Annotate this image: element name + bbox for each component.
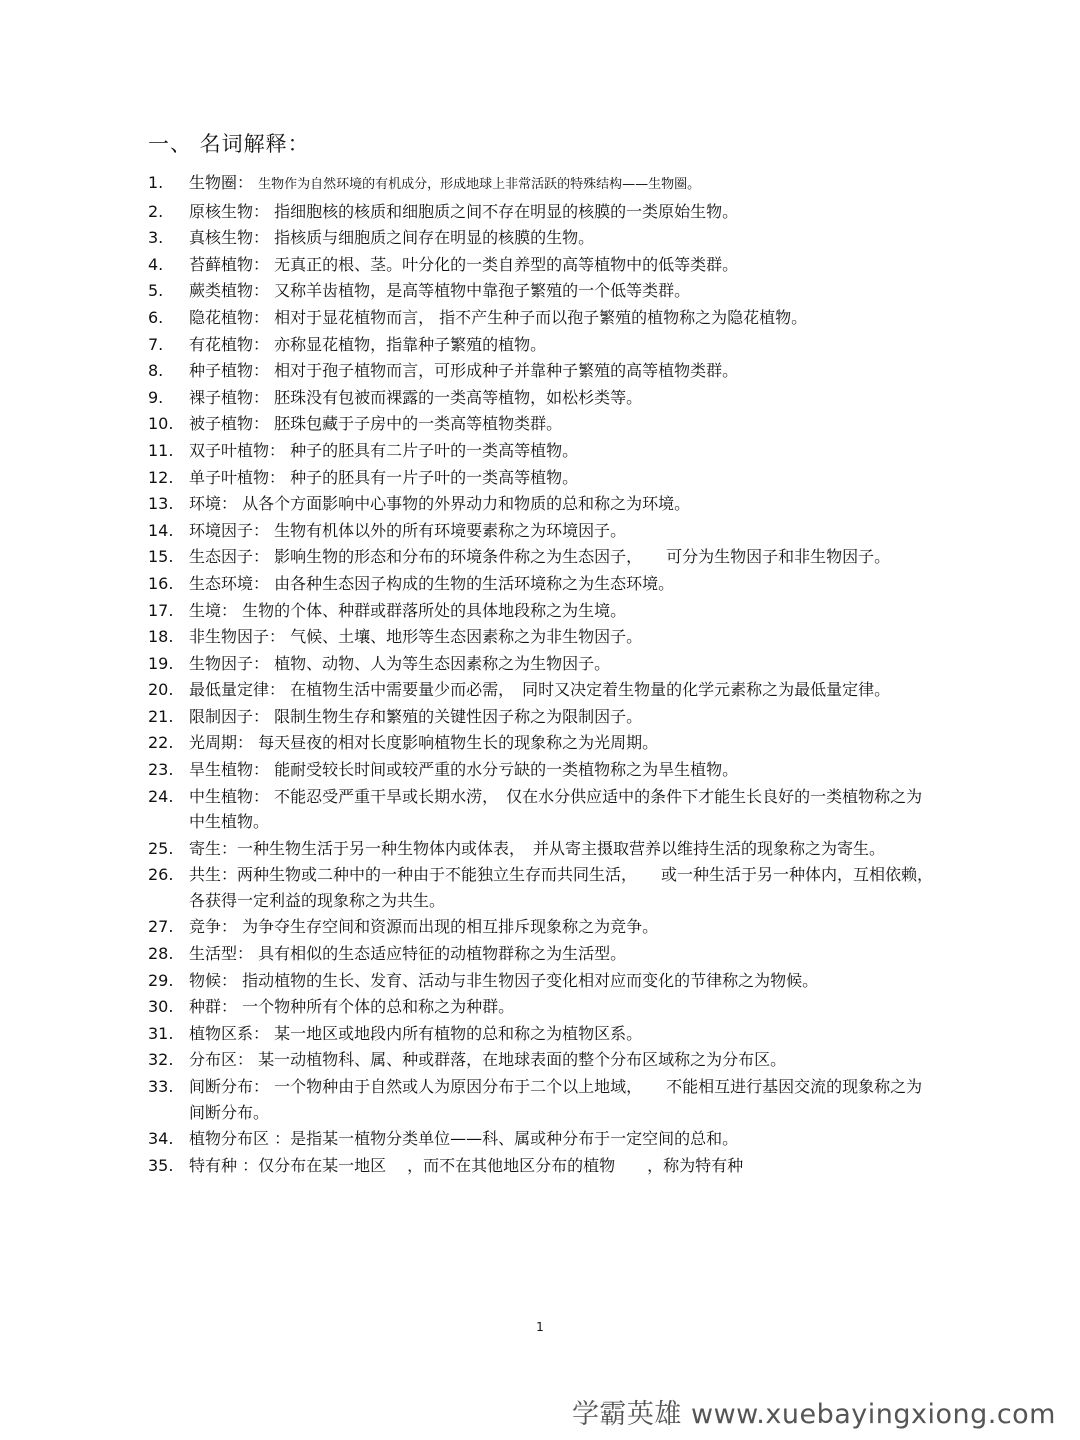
item-number: 27.: [148, 917, 174, 937]
list-item: [148, 170, 938, 198]
item-body: [189, 544, 938, 570]
item-term: 植物分布区: [189, 1129, 275, 1149]
item-definition: 气候、土壤、地形等生态因素称之为非生物因子。: [290, 627, 643, 647]
item-body: [189, 941, 938, 967]
item-term: 生态环境：: [189, 573, 275, 593]
list-item: [148, 278, 938, 304]
item-body: [189, 968, 938, 994]
item-body: [189, 278, 938, 304]
list-item: [148, 332, 938, 358]
item-definition: 具有相似的生态适应特征的动植物群称之为生活型。: [258, 944, 627, 964]
list-item: [148, 1074, 938, 1125]
item-number: 11.: [148, 440, 174, 460]
item-body: [189, 1126, 938, 1152]
item-definition: 由各种生态因子构成的生物的生活环境称之为生态环境。: [274, 573, 675, 593]
item-term: 共生：: [189, 865, 238, 885]
item-term: 生活型：: [189, 944, 259, 964]
item-number: 23.: [148, 760, 174, 780]
list-item: [148, 305, 938, 331]
item-term: 生态因子：: [189, 547, 275, 567]
item-definition: 为争夺生存空间和资源而出现的相互排斥现象称之为竞争。: [242, 917, 659, 937]
list-item: [148, 252, 938, 278]
item-term: 非生物因子：: [189, 627, 291, 647]
item-term: 生物因子：: [189, 653, 275, 673]
item-number: 14.: [148, 520, 174, 540]
item-term: 有花植物：: [189, 334, 275, 354]
item-term: 种群：: [189, 997, 243, 1017]
list-item: [148, 836, 938, 862]
item-body: [189, 651, 938, 677]
item-definition: 种子的胚具有一片子叶的一类高等植物。: [290, 467, 579, 487]
item-term: 植物区系：: [189, 1023, 275, 1043]
item-definition: 在植物生活中需要量少而必需， 同时又决定着生物量的化学元素称之为最低量定律。: [290, 680, 891, 700]
item-definition: 胚珠包藏于子房中的一类高等植物类群。: [274, 414, 563, 434]
item-definition: 生物的个体、种群或群落所处的具体地段称之为生境。: [242, 600, 627, 620]
item-definition: 一种生物生活于另一种生物体内或体表， 并从寄主摄取营养以维持生活的现象称之为寄生。: [237, 838, 886, 858]
item-number: 25.: [148, 838, 174, 858]
list-item: [148, 994, 938, 1020]
item-term: 单子叶植物：: [189, 467, 291, 487]
item-term: 寄生：: [189, 838, 238, 858]
item-number: 34.: [148, 1129, 174, 1149]
item-body: [189, 677, 938, 703]
item-number: 35.: [148, 1155, 174, 1175]
item-term: 双子叶植物：: [189, 440, 291, 460]
list-item: [148, 598, 938, 624]
item-number: 7.: [148, 334, 164, 354]
item-definition: 植物、动物、人为等生态因素称之为生物因子。: [274, 653, 611, 673]
item-definition: 相对于孢子植物而言，可形成种子并靠种子繁殖的高等植物类群。: [274, 361, 739, 381]
list-item: [148, 225, 938, 251]
item-number: 18.: [148, 627, 174, 647]
item-term: 真核生物：: [189, 228, 275, 248]
item-body: [189, 757, 938, 783]
list-item: [148, 1153, 938, 1179]
item-definition: 指核质与细胞质之间存在明显的核膜的生物。: [274, 228, 595, 248]
definition-list: [148, 170, 938, 1179]
item-definition: 限制生物生存和繁殖的关键性因子称之为限制因子。: [274, 706, 643, 726]
list-item: [148, 914, 938, 940]
item-body: [189, 784, 938, 835]
list-item: [148, 199, 938, 225]
item-definition: 从各个方面影响中心事物的外界动力和物质的总和称之为环境。: [242, 494, 691, 514]
item-body: [189, 332, 938, 358]
item-term: 裸子植物：: [189, 387, 275, 407]
item-term: 隐花植物：: [189, 307, 275, 327]
item-body: [189, 1047, 938, 1073]
item-definition: 不能忍受严重干旱或长期水涝， 仅在水分供应适中的条件下才能生长良好的一类植物称之为中生植物。: [189, 786, 923, 832]
item-definition: 一个物种由于自然或人为原因分布于二个以上地域， 不能相互进行基因交流的现象称之为间断分布。: [189, 1077, 923, 1122]
item-definition: 能耐受较长时间或较严重的水分亏缺的一类植物称之为旱生植物。: [274, 760, 739, 780]
list-item: [148, 544, 938, 570]
list-item: [148, 1126, 938, 1152]
item-body: [189, 862, 938, 913]
list-item: [148, 757, 938, 783]
item-number: 6.: [148, 307, 164, 327]
list-item: [148, 1021, 938, 1047]
item-number: 26.: [148, 865, 174, 885]
list-item: [148, 730, 938, 756]
item-definition: 又称羊齿植物，是高等植物中靠孢子繁殖的一个低等类群。: [274, 281, 691, 301]
item-term: 分布区：: [189, 1050, 259, 1070]
item-term: 环境因子：: [189, 520, 275, 540]
list-item: [148, 518, 938, 544]
item-term: 旱生植物：: [189, 760, 275, 780]
item-term: 间断分布：: [189, 1077, 275, 1096]
item-term: 限制因子：: [189, 706, 275, 726]
item-body: [189, 518, 938, 544]
item-number: 30.: [148, 997, 174, 1017]
list-item: [148, 941, 938, 967]
list-item: [148, 704, 938, 730]
list-item: [148, 491, 938, 517]
item-term: 环境：: [189, 494, 243, 514]
item-number: 19.: [148, 653, 174, 673]
item-definition: 一个物种所有个体的总和称之为种群。: [242, 997, 515, 1017]
item-number: 10.: [148, 414, 174, 434]
item-body: [189, 438, 938, 464]
item-body: [189, 170, 938, 198]
list-item: [148, 438, 938, 464]
item-body: [189, 1021, 938, 1047]
item-term: 苔藓植物：: [189, 254, 275, 274]
item-number: 21.: [148, 706, 174, 726]
item-term: 原核生物：: [189, 201, 275, 221]
item-definition: 影响生物的形态和分布的环境条件称之为生态因子， 可分为生物因子和非生物因子。: [274, 547, 891, 567]
item-number: 4.: [148, 254, 164, 274]
list-item: [148, 784, 938, 835]
list-item: [148, 677, 938, 703]
item-number: 32.: [148, 1050, 174, 1070]
item-body: [189, 199, 938, 225]
item-number: 16.: [148, 573, 174, 593]
item-number: 2.: [148, 201, 164, 221]
item-term: 生物圈：: [189, 173, 259, 192]
item-body: [189, 994, 938, 1020]
item-definition: 两种生物或二种中的一种由于不能独立生存而共同生活， 或一种生活于另一种体内，互相依赖，各获得一定利益的现象称之为共生。: [189, 865, 934, 910]
page-number: 1: [536, 1320, 544, 1334]
item-definition: 某一地区或地段内所有植物的总和称之为植物区系。: [274, 1023, 643, 1043]
item-body: [189, 358, 938, 384]
item-definition: ：仅分布在某一地区 ，而不在其他地区分布的植物 ，称为特有种: [242, 1155, 744, 1175]
item-number: 29.: [148, 970, 174, 990]
list-item: [148, 862, 938, 913]
list-item: [148, 385, 938, 411]
item-definition: 胚珠没有包被而裸露的一类高等植物，如松杉类等。: [274, 387, 643, 407]
item-number: 22.: [148, 733, 174, 753]
item-body: [189, 914, 938, 940]
item-number: 13.: [148, 494, 174, 514]
item-term: 特有种: [189, 1155, 243, 1175]
item-body: [189, 1074, 938, 1125]
item-definition: 亦称显花植物，指靠种子繁殖的植物。: [274, 334, 547, 354]
item-number: 12.: [148, 467, 174, 487]
item-body: [189, 252, 938, 278]
item-number: 8.: [148, 361, 164, 381]
item-body: [189, 624, 938, 650]
item-body: [189, 1153, 938, 1179]
watermark-text: 学霸英雄 www.xuebayingxiong.com: [571, 1399, 1056, 1430]
item-number: 31.: [148, 1023, 174, 1043]
item-number: 17.: [148, 600, 174, 620]
item-body: [189, 385, 938, 411]
item-term: 光周期：: [189, 733, 259, 753]
list-item: [148, 651, 938, 677]
item-body: [189, 730, 938, 756]
section-heading: 一、 名词解释：: [148, 132, 310, 156]
item-definition: 无真正的根、茎。叶分化的一类自养型的高等植物中的低等类群。: [274, 254, 739, 274]
list-item: [148, 624, 938, 650]
list-item: [148, 571, 938, 597]
item-term: 生境：: [189, 600, 243, 620]
item-term: 最低量定律：: [189, 680, 291, 700]
item-term: 种子植物：: [189, 361, 275, 381]
item-number: 24.: [148, 786, 174, 806]
item-term: 竞争：: [189, 917, 243, 937]
item-body: [189, 598, 938, 624]
item-number: 28.: [148, 944, 174, 964]
item-definition: 相对于显花植物而言， 指不产生种子而以孢子繁殖的植物称之为隐花植物。: [274, 307, 808, 327]
item-term: 蕨类植物：: [189, 281, 275, 301]
item-definition: 某一动植物科、属、种或群落，在地球表面的整个分布区域称之为分布区。: [258, 1050, 787, 1070]
item-number: 33.: [148, 1077, 174, 1096]
item-definition: 指细胞核的核质和细胞质之间不存在明显的核膜的一类原始生物。: [274, 201, 739, 221]
list-item: [148, 358, 938, 384]
list-item: [148, 465, 938, 491]
item-term: 物候：: [189, 970, 243, 990]
item-definition: 生物有机体以外的所有环境要素称之为环境因子。: [274, 520, 627, 540]
item-number: 15.: [148, 547, 174, 567]
item-body: [189, 465, 938, 491]
list-item: [148, 411, 938, 437]
item-body: [189, 836, 938, 862]
item-term: 中生植物：: [189, 786, 275, 806]
item-number: 3.: [148, 228, 164, 248]
item-definition: ：是指某一植物分类单位——科、属或种分布于一定空间的总和。: [274, 1129, 739, 1149]
item-term: 被子植物：: [189, 414, 275, 434]
item-body: [189, 411, 938, 437]
item-body: [189, 571, 938, 597]
list-item: [148, 1047, 938, 1073]
item-number: 9.: [148, 387, 164, 407]
item-number: 5.: [148, 281, 164, 301]
item-definition: 种子的胚具有二片子叶的一类高等植物。: [290, 440, 579, 460]
item-number: 1.: [148, 173, 164, 192]
item-body: [189, 225, 938, 251]
item-body: [189, 704, 938, 730]
item-body: [189, 305, 938, 331]
item-body: [189, 491, 938, 517]
item-definition: 指动植物的生长、发育、活动与非生物因子变化相对应而变化的节律称之为物候。: [242, 970, 819, 990]
item-number: 20.: [148, 680, 174, 700]
item-definition: 生物作为自然环境的有机成分，形成地球上非常活跃的特殊结构——生物圈。: [258, 177, 701, 192]
item-definition: 每天昼夜的相对长度影响植物生长的现象称之为光周期。: [258, 733, 659, 753]
list-item: [148, 968, 938, 994]
